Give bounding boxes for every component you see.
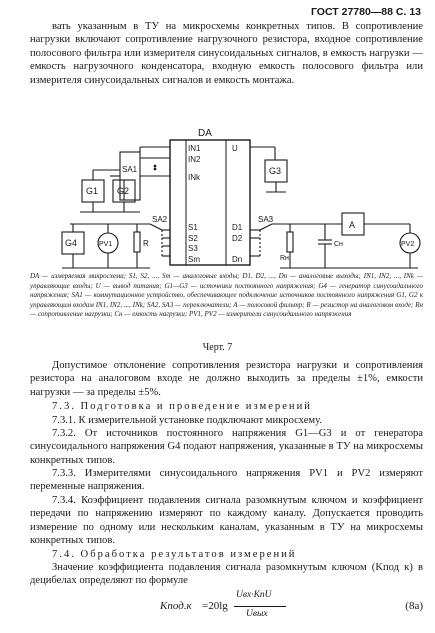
label-s1: S1 <box>188 223 198 232</box>
label-in2: IN2 <box>188 155 201 164</box>
resistor-r <box>134 232 140 252</box>
paragraph-tolerance: Допустимое отклонение сопротивления резистора нагрузки и сопротивления резистора на аналоговом входе не должно выходить за пределы ±1%, емкости нагрузки — за пределы ±5%. <box>30 360 423 398</box>
figure-caption: Черт. 7 <box>202 342 233 353</box>
paragraph-7-3-1: 7.3.1. К измерительной установке подключают микросхему. <box>52 415 323 426</box>
label-g4: G4 <box>65 238 78 248</box>
label-u: U <box>232 144 238 153</box>
formula-eq: =20lg <box>202 600 228 612</box>
label-sm: Sm <box>188 255 200 264</box>
label-s3: S3 <box>188 244 198 253</box>
formula-8a <box>30 590 423 624</box>
label-a: A <box>349 220 356 230</box>
paragraph-7-3-3: 7.3.3. Измерителями синусоидального напряжения PV1 и PV2 измеряют переменные напряжения. <box>30 468 423 493</box>
label-d1: D1 <box>232 223 243 232</box>
label-g1: G1 <box>86 186 99 196</box>
label-sa1: SA1 <box>122 165 138 174</box>
paragraph-7-3-4: 7.3.4. Коэффициент подавления сигнала разомкнутым ключом и коэффициент передачи по напряжению измеряют по каждому каналу. Допускается проводить измерение по одному или нескольким каналам, указанным в ТУ на микросхемы конкретных типов. <box>30 495 423 547</box>
page-header: ГОСТ 27780—88 С. 13 <box>310 6 421 18</box>
label-sa3: SA3 <box>258 215 274 224</box>
label-ink: INk <box>188 173 200 182</box>
label-g3: G3 <box>269 166 282 176</box>
label-s2: S2 <box>188 234 198 243</box>
label-dn: Dn <box>232 255 243 264</box>
paragraph-intro: вать указанным в ТУ на микросхемы конкретных типов. В сопротивление нагрузки включают сопротивление нагрузочного резистора, входное сопротивление полосового фильтра или измерителя синусоидальных сигналов, в емкость нагрузки — емкость нагрузочного конденсатора, входную емкость полосового фильтра или измерителя синусоидальных сигналов и емкость монтажа. <box>30 21 423 86</box>
figure-legend: DA — измеряемая микросхема; S1, S2, ..., Sm — аналоговые входы; D1, D2, ..., Dn — аналоговые выходы; IN1, IN2, ..., INk — управляющие входы; U — вывод питания; G1—G3 — источники постоянного напряжения; G4 — генератор синусоидального напряжения; SA1 — коммутационное устройство, обеспечивающее подключение источников постоянного напряжения G1, G2 к управляющим входам IN1, IN2, ..., INk; SA2, SA3 — переключатели; A — полосовой фильтр; R — резистор на аналоговом входе; Rн — сопротивление нагрузки; Cн — емкость нагрузки; PV1, PV2 — измерители синусоидального напряжения <box>30 272 423 319</box>
label-sa2: SA2 <box>152 215 168 224</box>
circuit-diagram <box>0 0 435 300</box>
label-g2: G2 <box>117 186 130 196</box>
heading-7-4: 7.4. Обработка результатов измерений <box>52 549 297 560</box>
heading-7-3: 7.3. Подготовка и проведение измерений <box>52 401 312 412</box>
resistor-rn <box>287 232 293 252</box>
label-r: R <box>143 239 149 248</box>
label-da: DA <box>198 128 212 139</box>
formula-numerator: Uвх·KпU <box>236 590 272 600</box>
label-in1: IN1 <box>188 144 201 153</box>
label-d2: D2 <box>232 234 243 243</box>
label-rn: Rн <box>280 255 289 262</box>
paragraph-7-3-2: 7.3.2. От источников постоянного напряжения G1—G3 и от генератора синусоидального напряжения G4 подают напряжения, указанные в ТУ на микросхемы конкретных типов. <box>30 428 423 466</box>
label-pv1: PV1 <box>99 241 113 248</box>
formula-number: (8а) <box>405 600 423 612</box>
chip-da <box>170 140 250 265</box>
label-pv2: PV2 <box>401 241 415 248</box>
label-cn: Cн <box>334 241 343 248</box>
paragraph-7-4-1: Значение коэффициента подавления сигнала разомкнутым ключом (Kпод к) в децибелах определяют по формуле <box>30 562 423 587</box>
formula-lhs: Kпод.к <box>160 600 192 612</box>
formula-denominator: Uвых <box>246 609 268 619</box>
